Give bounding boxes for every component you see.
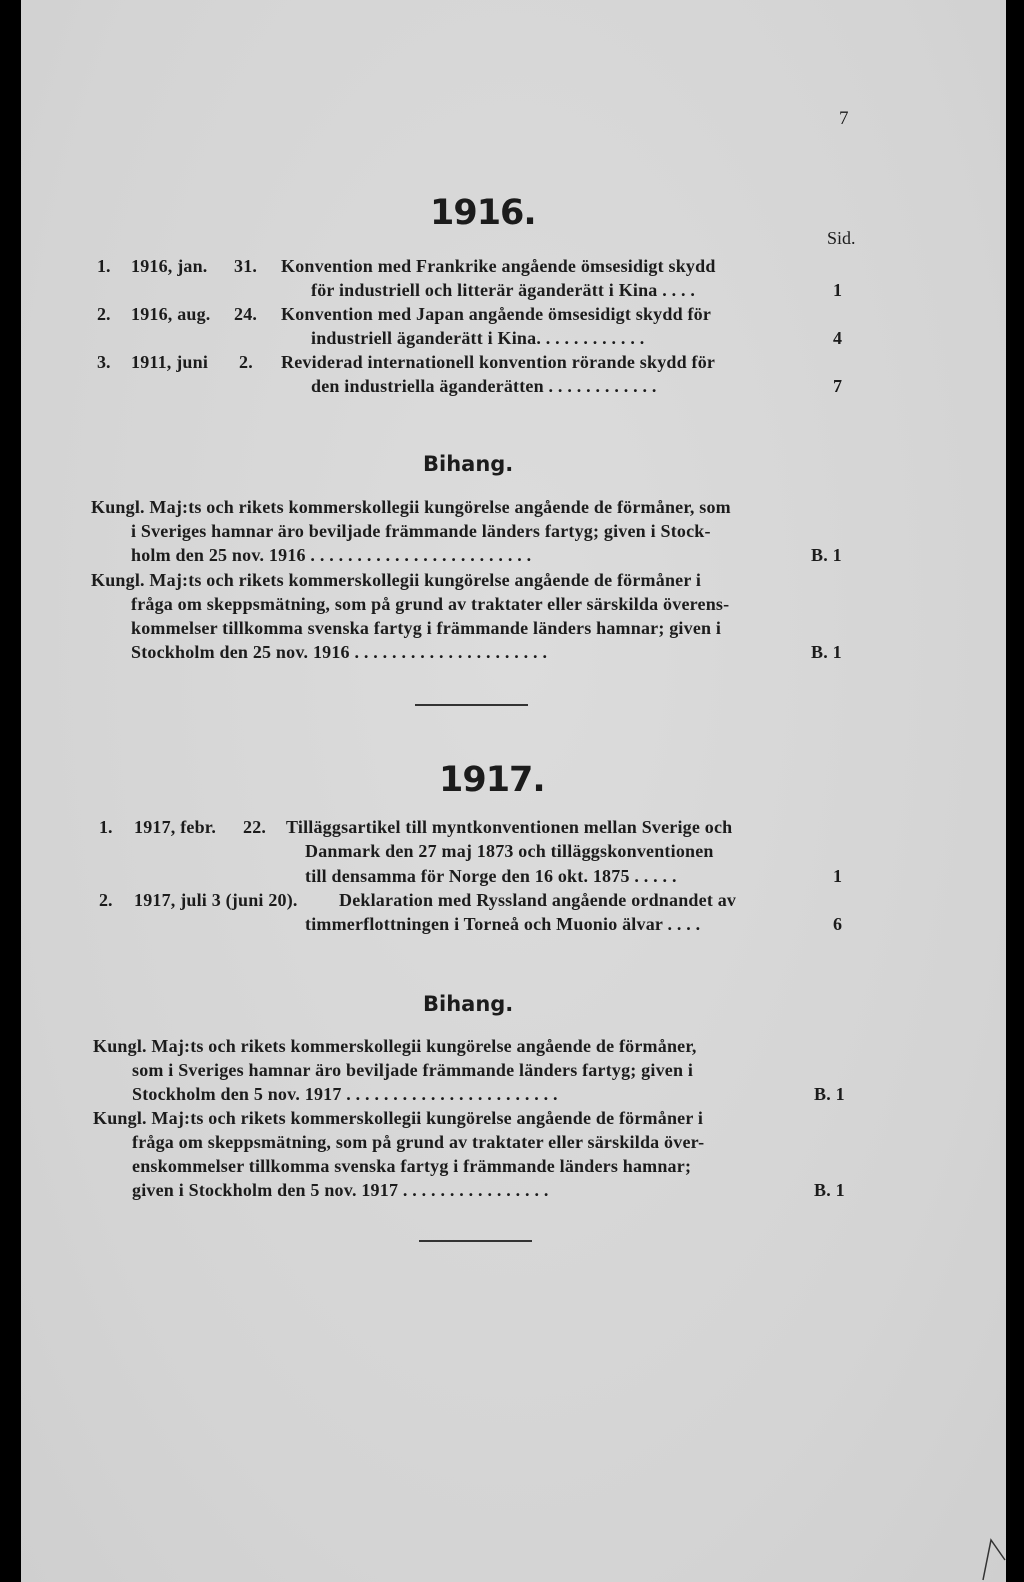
section-divider xyxy=(415,704,528,706)
bihang-text-line: Kungl. Maj:ts och rikets kommerskollegii kungörelse angående de förmåner, som xyxy=(91,497,731,517)
sid-column-label: Sid. xyxy=(827,228,856,248)
entry-number: 2. xyxy=(97,304,111,324)
entry-number: 2. xyxy=(99,890,113,910)
entry-date: 1916, jan. xyxy=(131,256,208,276)
bihang-page: B. 1 xyxy=(814,1180,845,1200)
entry-text-line: timmerflottningen i Torneå och Muonio älvar . . . . xyxy=(305,914,701,934)
entry-text-line: Tilläggsartikel till myntkonventionen mellan Sverige och xyxy=(286,817,733,837)
entry-page: 1 xyxy=(833,866,843,886)
entry-date: 1916, aug. xyxy=(131,304,211,324)
bihang-page: B. 1 xyxy=(811,642,842,662)
year-heading-1917: 1917. xyxy=(439,760,545,800)
bihang-text-line: Kungl. Maj:ts och rikets kommerskollegii kungörelse angående de förmåner i xyxy=(93,1108,704,1128)
bihang-page: B. 1 xyxy=(811,545,842,565)
entry-text-line: för industriell och litterär äganderätt i Kina . . . . xyxy=(311,280,696,300)
entry-day: 2. xyxy=(239,352,253,372)
entry-number: 1. xyxy=(99,817,113,837)
entry-text-line: Konvention med Japan angående ömsesidigt skydd för xyxy=(281,304,712,324)
section-divider xyxy=(419,1240,532,1242)
entry-text-line: Reviderad internationell konvention rörande skydd för xyxy=(281,352,716,372)
entry-number: 1. xyxy=(97,256,111,276)
document-page xyxy=(21,0,1006,1582)
bihang-heading-1916: Bihang. xyxy=(423,452,514,476)
bihang-text-line: fråga om skeppsmätning, som på grund av traktater eller särskilda överens- xyxy=(131,594,730,614)
entry-number: 3. xyxy=(97,352,111,372)
bihang-text-line: given i Stockholm den 5 nov. 1917 . . . . . . . . . . . . . . . . xyxy=(132,1180,549,1200)
page-curl-mark xyxy=(981,1530,1006,1582)
entry-page: 1 xyxy=(833,280,843,300)
bihang-text-line: kommelser tillkomma svenska fartyg i främmande länders hamnar; given i xyxy=(131,618,722,638)
entry-text-line: den industriella äganderätten . . . . . . . . . . . . xyxy=(311,376,657,396)
page-number: 7 xyxy=(839,108,849,129)
bihang-text-line: Kungl. Maj:ts och rikets kommerskollegii kungörelse angående de förmåner, xyxy=(93,1036,697,1056)
entry-page: 6 xyxy=(833,914,843,934)
bihang-text-line: i Sveriges hamnar äro beviljade främmande länders fartyg; given i Stock- xyxy=(131,521,711,541)
entry-date: 1917, juli 3 (juni 20). xyxy=(134,890,298,910)
bihang-text-line: holm den 25 nov. 1916 . . . . . . . . . . . . . . . . . . . . . . . . xyxy=(131,545,532,565)
entry-text-line: Danmark den 27 maj 1873 och tilläggskonventionen xyxy=(305,841,714,861)
bihang-text-line: Kungl. Maj:ts och rikets kommerskollegii kungörelse angående de förmåner i xyxy=(91,570,702,590)
entry-text-line: till densamma för Norge den 16 okt. 1875 . . . . . xyxy=(305,866,677,886)
entry-day: 24. xyxy=(234,304,258,324)
entry-day: 22. xyxy=(243,817,267,837)
bihang-text-line: Stockholm den 5 nov. 1917 . . . . . . . . . . . . . . . . . . . . . . . xyxy=(132,1084,558,1104)
entry-text-line: industriell äganderätt i Kina. . . . . . . . . . . . xyxy=(311,328,645,348)
bihang-page: B. 1 xyxy=(814,1084,845,1104)
bihang-text-line: Stockholm den 25 nov. 1916 . . . . . . . . . . . . . . . . . . . . . xyxy=(131,642,548,662)
entry-text-line: Deklaration med Ryssland angående ordnandet av xyxy=(339,890,737,910)
bihang-heading-1917: Bihang. xyxy=(423,992,514,1016)
entry-text-line: Konvention med Frankrike angående ömsesidigt skydd xyxy=(281,256,716,276)
bihang-text-line: som i Sveriges hamnar äro beviljade främmande länders fartyg; given i xyxy=(132,1060,694,1080)
entry-date: 1911, juni xyxy=(131,352,209,372)
bihang-text-line: fråga om skeppsmätning, som på grund av traktater eller särskilda över- xyxy=(132,1132,705,1152)
entry-day: 31. xyxy=(234,256,258,276)
entry-date: 1917, febr. xyxy=(134,817,217,837)
year-heading-1916: 1916. xyxy=(430,193,536,233)
entry-page: 7 xyxy=(833,376,843,396)
bihang-text-line: enskommelser tillkomma svenska fartyg i främmande länders hamnar; xyxy=(132,1156,692,1176)
entry-page: 4 xyxy=(833,328,843,348)
